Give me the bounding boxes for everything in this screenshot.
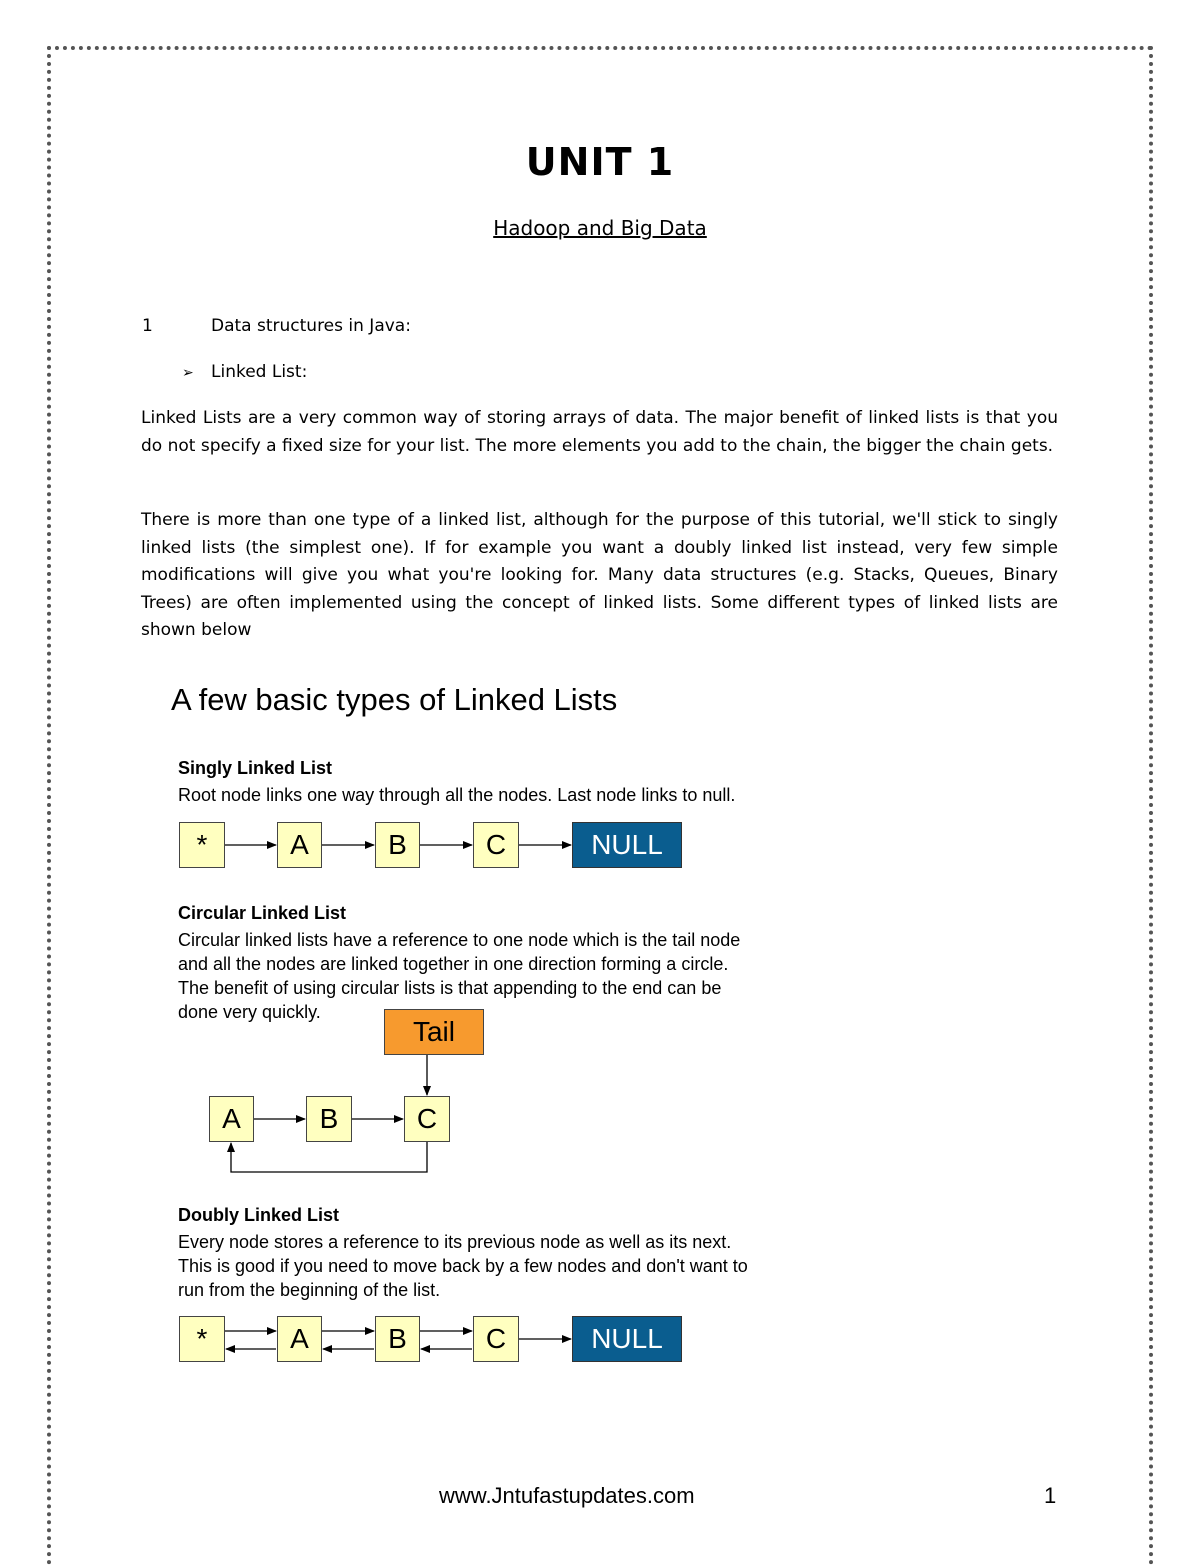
circular-node-b: B (306, 1096, 352, 1142)
singly-heading: Singly Linked List (178, 758, 333, 778)
singly-node-a: A (277, 822, 322, 868)
circular-description-line: done very quickly. (178, 1002, 321, 1022)
circular-node-c: C (404, 1096, 450, 1142)
doubly-description-line: This is good if you need to move back by a few nodes and don't want to (178, 1256, 748, 1276)
circular-heading: Circular Linked List (178, 903, 347, 923)
doubly-null-node: NULL (572, 1316, 682, 1362)
circular-node-a: A (209, 1096, 254, 1142)
doubly-heading: Doubly Linked List (178, 1205, 340, 1225)
doubly-node-b: B (375, 1316, 420, 1362)
paragraph-2: There is more than one type of a linked list, although for the purpose of this tutorial, we'll stick to singly linked lists (the simplest one). If for example you want a doubly linked list instead, very few simple modifications will give you what you're looking for. Many data structures (e.g. Stacks, Queues, Binary Trees) are often implemented using the concept of linked lists. Some different types of linked lists are shown below (141, 510, 1058, 640)
doubly-node-a: A (277, 1316, 322, 1362)
singly-null-node: NULL (572, 822, 682, 868)
circular-description-line: The benefit of using circular lists is that appending to the end can be (178, 978, 722, 998)
paragraph-1: Linked Lists are a very common way of storing arrays of data. The major benefit of linked lists is that you do not specify a fixed size for your list. The more elements you add to the chain, the bigger the chain gets. (141, 408, 1058, 456)
figure-title: A few basic types of Linked Lists (171, 682, 618, 717)
circular-return-arrow (231, 1142, 427, 1172)
section-number: 1 (142, 316, 153, 336)
singly-node-b: B (375, 822, 420, 868)
bullet-label: Linked List: (211, 362, 308, 382)
doubly-node-root: * (179, 1316, 225, 1362)
doubly-description-line: run from the beginning of the list. (178, 1280, 441, 1300)
footer-url: www.Jntufastupdates.com (439, 1483, 695, 1508)
circular-tail-node: Tail (384, 1009, 484, 1055)
page-title: UNIT 1 (525, 140, 675, 184)
circular-description-line: and all the nodes are linked together in one direction forming a circle. (178, 954, 729, 974)
doubly-node-c: C (473, 1316, 519, 1362)
singly-node-root: * (179, 822, 225, 868)
page-subtitle: Hadoop and Big Data (493, 216, 707, 240)
section-heading-text: Data structures in Java: (211, 316, 411, 336)
circular-description-line: Circular linked lists have a reference to one node which is the tail node (178, 930, 741, 950)
singly-description: Root node links one way through all the nodes. Last node links to null. (178, 785, 736, 805)
doubly-description-line: Every node stores a reference to its previous node as well as its next. (178, 1232, 732, 1252)
bullet-arrow-icon: ➢ (182, 365, 194, 381)
singly-node-c: C (473, 822, 519, 868)
footer-page-number: 1 (1044, 1483, 1057, 1508)
